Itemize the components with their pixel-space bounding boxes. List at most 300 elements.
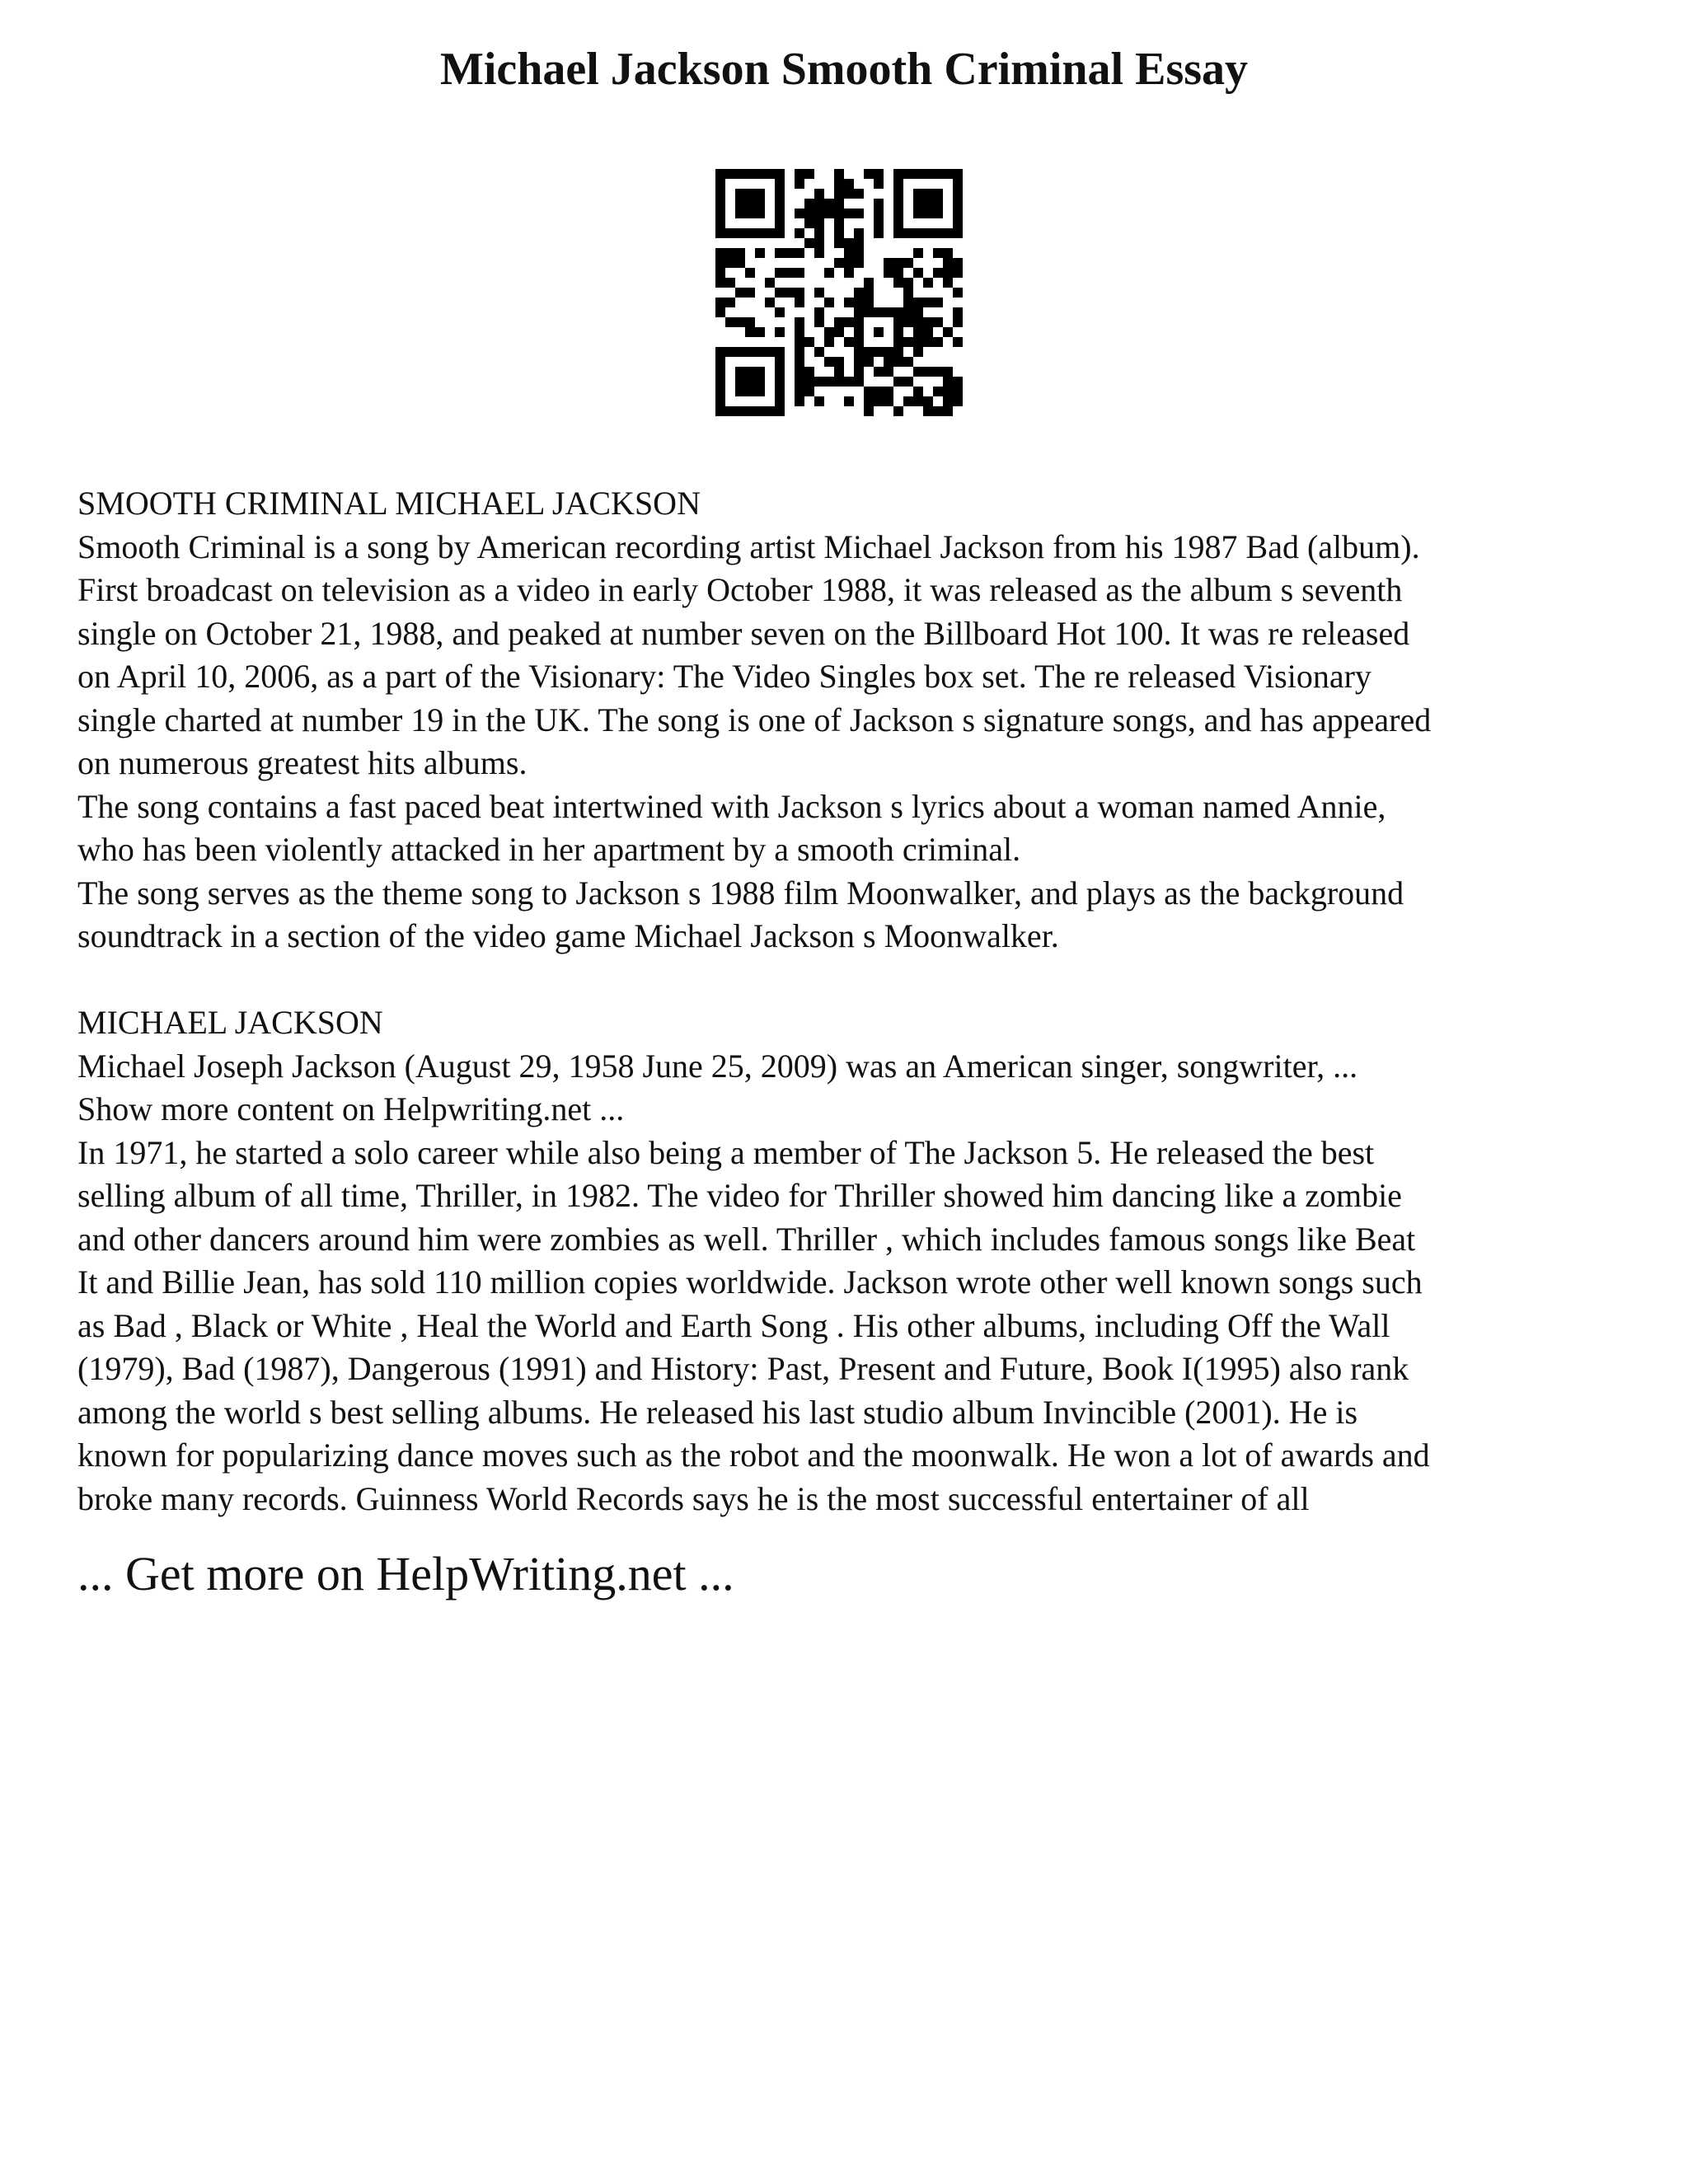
qr-module [745, 189, 755, 199]
qr-module [923, 278, 933, 288]
qr-module [755, 327, 765, 337]
qr-module [903, 396, 913, 406]
qr-module [795, 396, 804, 406]
qr-module [775, 406, 785, 416]
qr-module [943, 406, 953, 416]
qr-module [893, 327, 903, 337]
qr-module [874, 307, 884, 317]
qr-module [765, 347, 775, 357]
qr-module [953, 189, 963, 199]
qr-module [933, 406, 943, 416]
paragraph-line: broke many records. Guinness World Records says he is the most successful entertainer of all [77, 1479, 1310, 1517]
qr-module [745, 387, 755, 396]
qr-module [814, 288, 824, 298]
qr-module [735, 248, 745, 258]
qr-module [933, 317, 943, 327]
qr-module [725, 278, 735, 288]
qr-module [893, 179, 903, 189]
qr-module [715, 357, 725, 367]
qr-module [913, 307, 923, 317]
qr-module [864, 307, 874, 317]
qr-module [834, 169, 844, 179]
qr-module [923, 396, 933, 406]
qr-module [765, 169, 775, 179]
qr-module [795, 228, 804, 238]
qr-module [854, 357, 864, 367]
qr-module [804, 337, 814, 347]
qr-module [755, 199, 765, 209]
qr-module [893, 278, 903, 288]
qr-module [943, 278, 953, 288]
qr-module [775, 367, 785, 377]
qr-module [834, 199, 844, 209]
qr-module [715, 179, 725, 189]
qr-module [795, 298, 804, 307]
qr-module [775, 288, 785, 298]
qr-module [765, 406, 775, 416]
qr-module [824, 377, 834, 387]
qr-module [775, 307, 785, 317]
show-more-link[interactable]: Show more content on Helpwriting.net ... [77, 1090, 625, 1127]
section-heading-smooth-criminal: SMOOTH CRIMINAL MICHAEL JACKSON [77, 485, 701, 522]
qr-module [953, 288, 963, 298]
qr-module [715, 347, 725, 357]
qr-module [903, 298, 913, 307]
qr-module [923, 189, 933, 199]
document-title: Michael Jackson Smooth Criminal Essay [439, 44, 1249, 95]
qr-module [804, 209, 814, 218]
qr-module [715, 387, 725, 396]
qr-module [795, 367, 804, 377]
qr-module [844, 248, 854, 258]
qr-module [745, 327, 755, 337]
qr-module [755, 189, 765, 199]
qr-module [884, 387, 893, 396]
qr-module [913, 248, 923, 258]
qr-module [923, 169, 933, 179]
qr-module [834, 327, 844, 337]
qr-module [874, 396, 884, 406]
qr-module [795, 288, 804, 298]
qr-module [854, 258, 864, 268]
qr-module [745, 347, 755, 357]
qr-module [795, 317, 804, 327]
qr-module [864, 357, 874, 367]
qr-module [735, 317, 745, 327]
qr-module [735, 387, 745, 396]
qr-module [755, 406, 765, 416]
section-heading-michael-jackson: MICHAEL JACKSON [77, 1004, 383, 1041]
qr-module [715, 248, 725, 258]
qr-module [933, 268, 943, 278]
qr-module [943, 396, 953, 406]
paragraph-line: In 1971, he started a solo career while also being a member of The Jackson 5. He released the best [77, 1133, 1375, 1171]
paragraph-line: and other dancers around him were zombies as well. Thriller , which includes famous songs like Beat [77, 1220, 1416, 1258]
qr-module [884, 307, 893, 317]
qr-module [795, 209, 804, 218]
qr-module [864, 278, 874, 288]
qr-module [814, 228, 824, 238]
qr-module [775, 268, 785, 278]
qr-module [923, 228, 933, 238]
qr-module [893, 228, 903, 238]
qr-module [834, 238, 844, 248]
qr-module [844, 377, 854, 387]
qr-module [715, 396, 725, 406]
qr-module [834, 209, 844, 218]
qr-module [933, 199, 943, 209]
qr-module [933, 337, 943, 347]
qr-module [953, 377, 963, 387]
qr-module [953, 179, 963, 189]
qr-module [735, 189, 745, 199]
qr-module [804, 367, 814, 377]
qr-module [844, 317, 854, 327]
qr-module [795, 337, 804, 347]
qr-module [844, 179, 854, 189]
qr-module [864, 347, 874, 357]
paragraph-line: as Bad , Black or White , Heal the World and Earth Song . His other albums, including Off the Wall [77, 1306, 1390, 1344]
qr-module [854, 248, 864, 258]
qr-module [923, 317, 933, 327]
qr-code-icon [715, 169, 963, 416]
qr-module [943, 377, 953, 387]
qr-module [953, 209, 963, 218]
qr-module [933, 248, 943, 258]
paragraph-line: The song serves as the theme song to Jackson s 1988 film Moonwalker, and plays as the background [77, 874, 1404, 912]
qr-module [824, 337, 834, 347]
qr-module [834, 357, 844, 367]
paragraph-line: First broadcast on television as a video in early October 1988, it was released as the album s seventh [77, 571, 1403, 608]
qr-module [785, 248, 795, 258]
qr-module [844, 298, 854, 307]
qr-module [725, 169, 735, 179]
qr-module [775, 357, 785, 367]
qr-module [725, 258, 735, 268]
paragraph-line: single on October 21, 1988, and peaked at number seven on the Billboard Hot 100. It was re released [77, 614, 1410, 652]
qr-module [953, 268, 963, 278]
qr-module [745, 228, 755, 238]
qr-module [854, 228, 864, 238]
qr-module [943, 258, 953, 268]
qr-module [795, 357, 804, 367]
qr-module [854, 298, 864, 307]
qr-module [735, 209, 745, 218]
paragraph-line: on numerous greatest hits albums. [77, 744, 528, 781]
qr-module [874, 218, 884, 228]
qr-module [745, 406, 755, 416]
qr-module [745, 317, 755, 327]
qr-module [913, 396, 923, 406]
qr-module [854, 288, 864, 298]
qr-module [785, 268, 795, 278]
qr-module [844, 258, 854, 268]
qr-module [874, 367, 884, 377]
qr-module [814, 199, 824, 209]
qr-module [933, 169, 943, 179]
qr-module [824, 357, 834, 367]
paragraph-line: Michael Joseph Jackson (August 29, 1958 June 25, 2009) was an American singer, songwriter, ... [77, 1047, 1358, 1085]
qr-module [775, 377, 785, 387]
qr-module [913, 228, 923, 238]
qr-module [923, 327, 933, 337]
qr-module [844, 337, 854, 347]
qr-module [795, 387, 804, 396]
qr-module [735, 258, 745, 268]
qr-module [715, 228, 725, 238]
qr-module [893, 209, 903, 218]
qr-module [903, 377, 913, 387]
qr-module [725, 298, 735, 307]
qr-module [893, 258, 903, 268]
qr-module [953, 199, 963, 209]
qr-module [725, 347, 735, 357]
paragraph-line: known for popularizing dance moves such as the robot and the moonwalk. He won a lot of awards and [77, 1436, 1430, 1474]
qr-module [903, 307, 913, 317]
qr-module [755, 387, 765, 396]
qr-module [814, 317, 824, 327]
qr-module [814, 209, 824, 218]
qr-module [923, 199, 933, 209]
qr-module [715, 189, 725, 199]
qr-module [844, 396, 854, 406]
qr-module [953, 169, 963, 179]
qr-module [884, 268, 893, 278]
qr-module [854, 367, 864, 377]
qr-module [893, 347, 903, 357]
qr-module [775, 228, 785, 238]
qr-module [903, 288, 913, 298]
get-more-link[interactable]: ... Get more on HelpWriting.net ... [77, 1547, 734, 1601]
qr-module [715, 406, 725, 416]
qr-module [913, 387, 923, 396]
qr-module [943, 169, 953, 179]
qr-module [903, 337, 913, 347]
qr-module [715, 307, 725, 317]
qr-module [844, 189, 854, 199]
qr-module [893, 357, 903, 367]
qr-module [854, 337, 864, 347]
qr-module [725, 228, 735, 238]
qr-module [804, 199, 814, 209]
qr-module [814, 248, 824, 258]
qr-module [715, 268, 725, 278]
qr-module [933, 298, 943, 307]
paragraph-spacer [77, 958, 1635, 1002]
qr-module [893, 307, 903, 317]
paragraph-line: The song contains a fast paced beat intertwined with Jackson s lyrics about a woman named Annie, [77, 787, 1386, 825]
qr-module [884, 347, 893, 357]
qr-module [715, 199, 725, 209]
qr-module [775, 387, 785, 396]
qr-module [775, 189, 785, 199]
qr-module [854, 327, 864, 337]
qr-module [775, 218, 785, 228]
qr-module [874, 387, 884, 396]
qr-module [735, 347, 745, 357]
qr-module [913, 327, 923, 337]
qr-module [795, 169, 804, 179]
qr-module [943, 367, 953, 377]
paragraph-line: selling album of all time, Thriller, in 1982. The video for Thriller showed him dancing like a zombie [77, 1177, 1402, 1214]
qr-module [834, 218, 844, 228]
qr-module [814, 238, 824, 248]
qr-module [893, 268, 903, 278]
qr-module [864, 396, 874, 406]
qr-module [775, 199, 785, 209]
qr-module [923, 298, 933, 307]
qr-module [893, 377, 903, 387]
qr-module [755, 347, 765, 357]
qr-module [893, 199, 903, 209]
qr-module [775, 179, 785, 189]
qr-module [715, 209, 725, 218]
qr-module [715, 377, 725, 387]
qr-module [814, 307, 824, 317]
paragraph-line: who has been violently attacked in her apartment by a smooth criminal. [77, 831, 1021, 868]
qr-module [745, 367, 755, 377]
qr-module [874, 347, 884, 357]
qr-module [834, 189, 844, 199]
qr-module [755, 209, 765, 218]
qr-module [953, 307, 963, 317]
qr-module [903, 169, 913, 179]
qr-module [775, 396, 785, 406]
qr-module [745, 377, 755, 387]
qr-module [804, 238, 814, 248]
qr-module [893, 218, 903, 228]
qr-module [795, 347, 804, 357]
qr-module [814, 189, 824, 199]
qr-module [953, 396, 963, 406]
qr-module [893, 189, 903, 199]
qr-module [824, 327, 834, 337]
qr-module [775, 209, 785, 218]
qr-module [834, 377, 844, 387]
qr-module [795, 327, 804, 337]
qr-module [953, 337, 963, 347]
qr-module [735, 406, 745, 416]
paragraph-line: It and Billie Jean, has sold 110 million copies worldwide. Jackson wrote other well known songs such [77, 1263, 1423, 1301]
qr-module [804, 387, 814, 396]
qr-module [814, 218, 824, 228]
qr-module [864, 387, 874, 396]
qr-module [923, 367, 933, 377]
qr-module [804, 218, 814, 228]
qr-module [765, 298, 775, 307]
qr-module [775, 169, 785, 179]
qr-module [913, 347, 923, 357]
paragraph-line: single charted at number 19 in the UK. The song is one of Jackson s signature songs, and has appeared [77, 701, 1432, 738]
qr-module [844, 268, 854, 278]
qr-module [913, 298, 923, 307]
qr-module [834, 317, 844, 327]
qr-module [715, 218, 725, 228]
qr-module [745, 288, 755, 298]
qr-module [854, 377, 864, 387]
qr-module [933, 209, 943, 218]
qr-module [903, 228, 913, 238]
qr-module [854, 307, 864, 317]
qr-module [874, 179, 884, 189]
qr-module [765, 228, 775, 238]
qr-module [814, 396, 824, 406]
qr-module [933, 189, 943, 199]
qr-module [903, 357, 913, 367]
qr-module [755, 169, 765, 179]
qr-module [874, 327, 884, 337]
qr-module [893, 337, 903, 347]
qr-module [755, 228, 765, 238]
qr-module [824, 209, 834, 218]
paragraph-line: Smooth Criminal is a song by American recording artist Michael Jackson from his 1987 Bad (album). [77, 527, 1420, 565]
qr-module [953, 228, 963, 238]
qr-module [893, 317, 903, 327]
qr-module [933, 367, 943, 377]
qr-module [923, 209, 933, 218]
qr-module [923, 406, 933, 416]
qr-module [745, 169, 755, 179]
qr-module [943, 387, 953, 396]
qr-module [785, 288, 795, 298]
qr-module [874, 199, 884, 209]
qr-module [913, 268, 923, 278]
qr-module [765, 278, 775, 288]
qr-module [725, 248, 735, 258]
qr-module [953, 218, 963, 228]
qr-module [854, 347, 864, 357]
qr-module [745, 199, 755, 209]
qr-module [814, 377, 824, 387]
qr-module [795, 377, 804, 387]
qr-module [884, 396, 893, 406]
qr-module [834, 367, 844, 377]
qr-module [913, 189, 923, 199]
qr-module [884, 357, 893, 367]
qr-module [913, 337, 923, 347]
qr-module [824, 268, 834, 278]
qr-module [913, 169, 923, 179]
qr-module [953, 317, 963, 327]
qr-module [903, 258, 913, 268]
qr-module [775, 347, 785, 357]
qr-module [725, 317, 735, 327]
qr-module [943, 228, 953, 238]
qr-module [735, 288, 745, 298]
qr-module [775, 248, 785, 258]
qr-module [854, 238, 864, 248]
qr-module [913, 199, 923, 209]
qr-module [893, 169, 903, 179]
qr-module [795, 179, 804, 189]
qr-module [755, 367, 765, 377]
qr-module [755, 248, 765, 258]
qr-module [824, 298, 834, 307]
qr-module [725, 406, 735, 416]
qr-module [913, 317, 923, 327]
qr-module [735, 367, 745, 377]
qr-module [824, 199, 834, 209]
qr-module [864, 406, 874, 416]
qr-module [715, 367, 725, 377]
qr-module [903, 278, 913, 288]
qr-module [943, 248, 953, 258]
qr-module [834, 179, 844, 189]
qr-module [864, 288, 874, 298]
qr-module [854, 317, 864, 327]
qr-module [795, 248, 804, 258]
paragraph-line: on April 10, 2006, as a part of the Visionary: The Video Singles box set. The re released Visionary [77, 658, 1372, 695]
